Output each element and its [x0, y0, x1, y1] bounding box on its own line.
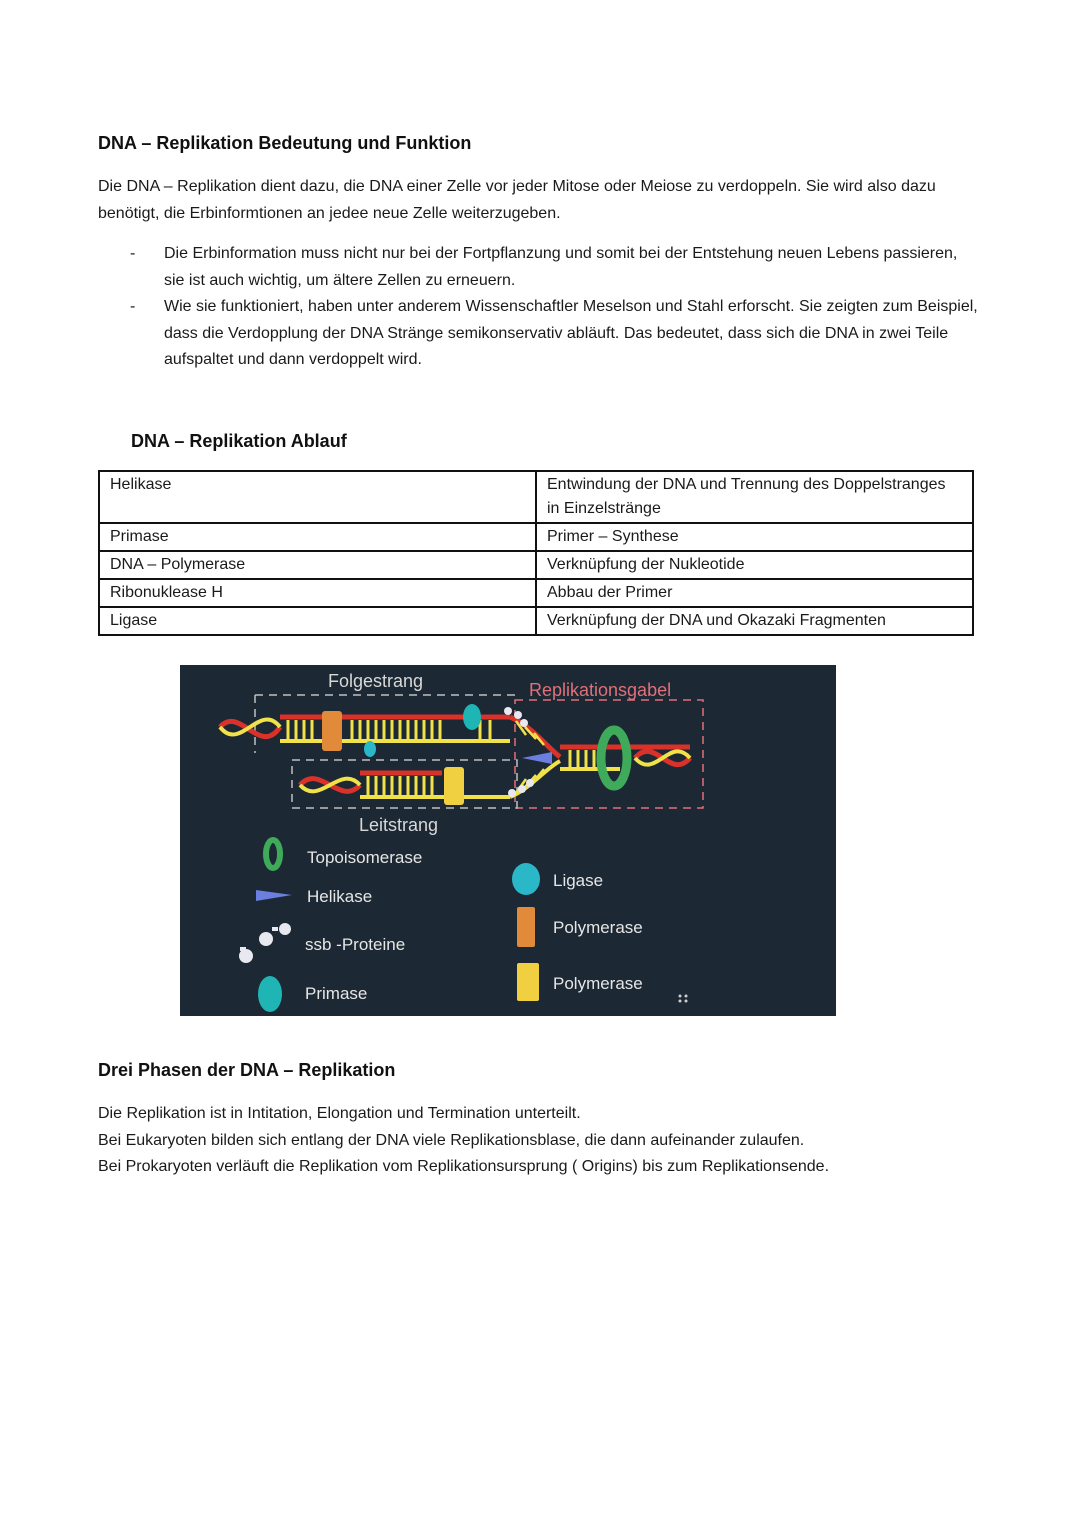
table-row: [99, 607, 973, 635]
enzyme-cell: DNA – Polymerase: [99, 551, 536, 579]
legend-primase: Primase: [305, 984, 368, 1003]
table-row: [99, 523, 973, 551]
section-title-ablauf: DNA – Replikation Ablauf: [131, 431, 347, 451]
orange-block-icon: [517, 907, 535, 947]
legend-polymerase-orange: Polymerase: [553, 918, 643, 937]
yellow-block-icon: [517, 963, 539, 1001]
list-item: [98, 241, 978, 294]
table-row: [99, 551, 973, 579]
replikationsgabel-label: Replikationsgabel: [529, 680, 672, 700]
orange-polymerase-shape: [322, 711, 342, 751]
legend-ligase: Ligase: [553, 871, 604, 890]
legend-ssb-proteine: ssb -Proteine: [305, 935, 406, 954]
phases-line: Die Replikation ist in Intitation, Elongation und Termination unterteilt.: [98, 1105, 581, 1122]
function-cell: Primer – Synthese: [536, 523, 973, 551]
replication-fork-diagram: [180, 665, 836, 1016]
section-title-phasen: Drei Phasen der DNA – Replikation: [98, 1060, 396, 1080]
enzyme-cell: Ribonuklease H: [99, 579, 536, 607]
table-row: [99, 471, 973, 523]
ligase-shape: [364, 741, 376, 757]
function-cell: Verknüpfung der Nukleotide: [536, 551, 973, 579]
enzyme-cell: Helikase: [99, 471, 536, 523]
function-cell: Verknüpfung der DNA und Okazaki Fragmenten: [536, 607, 973, 635]
bullet-list: [98, 241, 978, 374]
phases-paragraph: [98, 1101, 998, 1181]
teal-oval-icon: [258, 976, 282, 1012]
cyan-oval-icon: [512, 863, 540, 895]
intro-paragraph: Die DNA – Replikation dient dazu, die DNA einer Zelle vor jeder Mitose oder Meiose zu verdoppeln. Sie wird also dazu benötigt, die Erbinformtionen an jedee neue Zelle weiterzugeben.: [98, 178, 936, 222]
table-row: [99, 579, 973, 607]
section-title-bedeutung: DNA – Replikation Bedeutung und Funktion: [98, 133, 472, 153]
folgestrang-label: Folgestrang: [328, 671, 424, 691]
leitstrang-label: Leitstrang: [359, 815, 439, 835]
legend-polymerase-yellow: Polymerase: [553, 974, 643, 993]
function-cell: Entwindung der DNA und Trennung des Doppelstranges in Einzelstränge: [536, 471, 973, 523]
enzyme-cell: Ligase: [99, 607, 536, 635]
dash-marker: -: [130, 298, 136, 315]
enzyme-cell: Primase: [99, 523, 536, 551]
list-item-text: Wie sie funktioniert, haben unter anderem Wissenschaftler Meselson und Stahl erforscht. Sie zeigten zum Beispiel, dass die Verdopplung der DNA Stränge semikonservativ abläuft. Das bedeutet, dass sich die DNA in zwei Teile aufspaltet und dann verdoppelt wird.: [164, 298, 978, 368]
primase-shape: [463, 704, 481, 730]
phases-line: Bei Eukaryoten bilden sich entlang der DNA viele Replikationsblase, die dann aufeinander zulaufen.: [98, 1131, 805, 1149]
list-item: [98, 294, 978, 374]
function-cell: Abbau der Primer: [536, 579, 973, 607]
enzyme-table: [98, 470, 974, 636]
dash-marker: -: [130, 245, 136, 262]
phases-line: Bei Prokaryoten verläuft die Replikation vom Replikationsursprung ( Origins) bis zum Replikationsende.: [98, 1158, 830, 1175]
legend-helikase: Helikase: [307, 887, 373, 906]
yellow-polymerase-shape: [444, 767, 464, 805]
list-item-text: Die Erbinformation muss nicht nur bei der Fortpflanzung und somit bei der Entstehung neuen Lebens passieren, sie ist auch wichtig, um ältere Zellen zu erneuern.: [164, 245, 958, 289]
legend-topoisomerase: Topoisomerase: [307, 848, 423, 867]
